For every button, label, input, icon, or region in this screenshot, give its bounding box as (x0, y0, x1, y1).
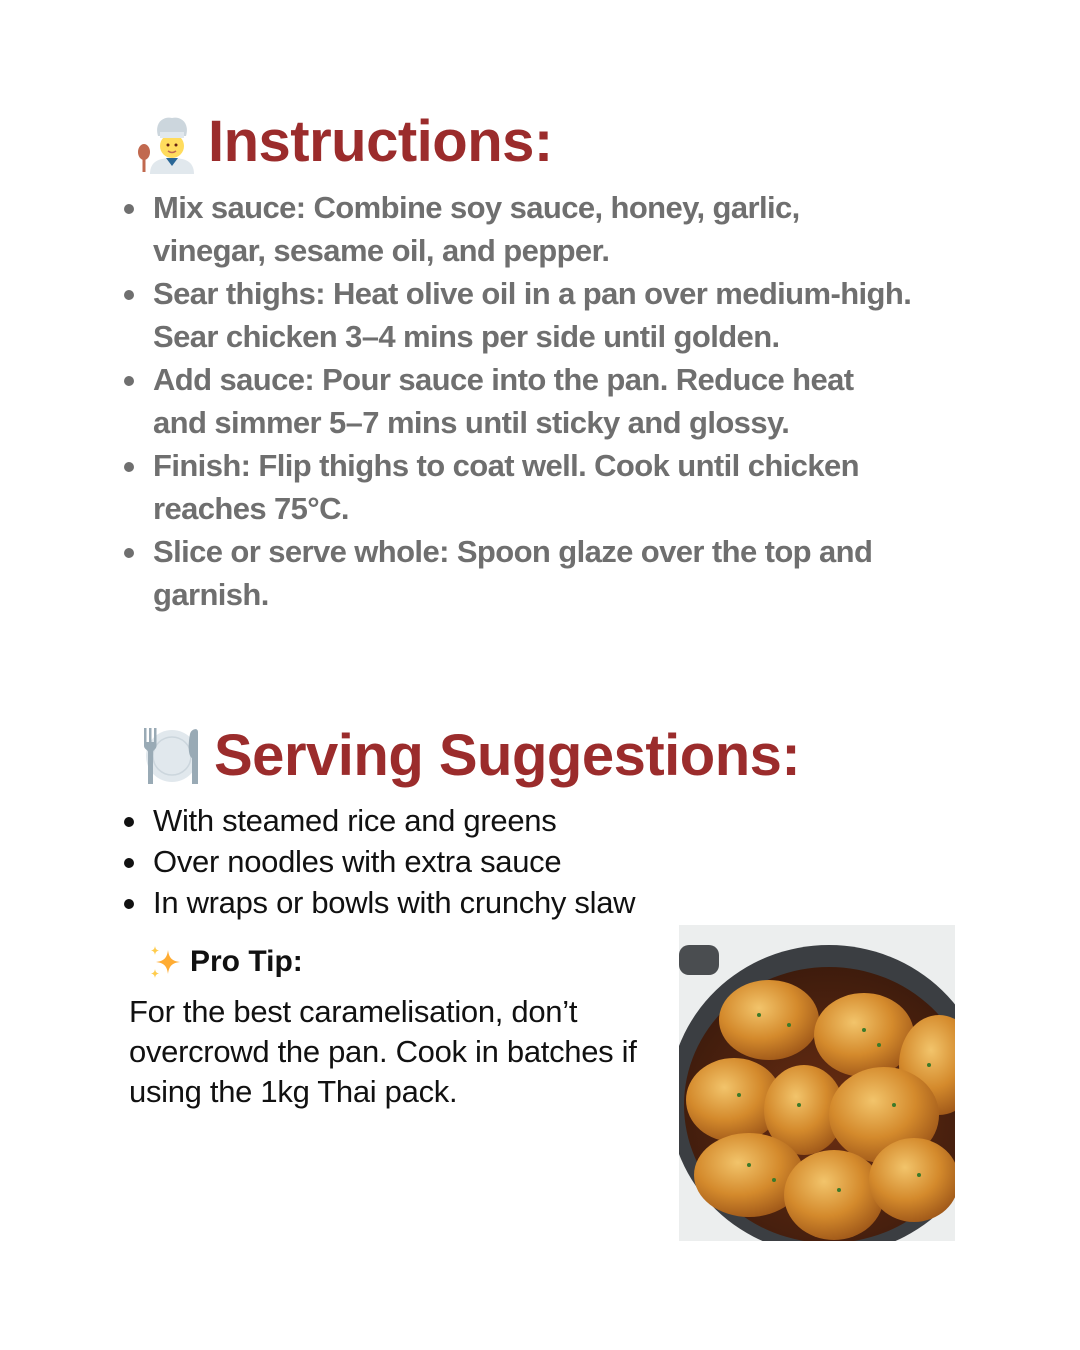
pro-tip-title: Pro Tip: (190, 945, 303, 978)
serving-heading (140, 722, 800, 789)
instruction-step: Sear thighs: Heat olive oil in a pan over medium-high. Sear chicken 3–4 mins per side until golden. (122, 272, 912, 358)
serving-item: In wraps or bowls with crunchy slaw (122, 882, 822, 923)
pro-tip-body: For the best caramelisation, don’t overcrowd the pan. Cook in batches if using the 1kg Thai pack. (129, 994, 637, 1109)
instructions-title: Instructions: (208, 109, 553, 174)
instruction-step: Finish: Flip thighs to coat well. Cook until chicken reaches 75°C. (122, 444, 912, 530)
instruction-step: Slice or serve whole: Spoon glaze over the top and garnish. (122, 530, 912, 616)
serving-item: Over noodles with extra sauce (122, 841, 822, 882)
glazed-chicken-photo (679, 925, 955, 1241)
instructions-heading (134, 108, 553, 175)
sparkles-icon (148, 944, 184, 980)
instruction-step: Mix sauce: Combine soy sauce, honey, garlic, vinegar, sesame oil, and pepper. (122, 186, 912, 272)
serving-item: With steamed rice and greens (122, 800, 822, 841)
instructions-list (122, 186, 912, 616)
fork-knife-plate-icon (140, 724, 204, 788)
serving-title: Serving Suggestions: (214, 723, 801, 788)
pro-tip-heading (148, 944, 303, 980)
chicken-pan-image (679, 925, 955, 1241)
instruction-step: Add sauce: Pour sauce into the pan. Reduce heat and simmer 5–7 mins until sticky and glossy. (122, 358, 912, 444)
serving-list (122, 800, 822, 923)
chef-icon (134, 110, 198, 174)
